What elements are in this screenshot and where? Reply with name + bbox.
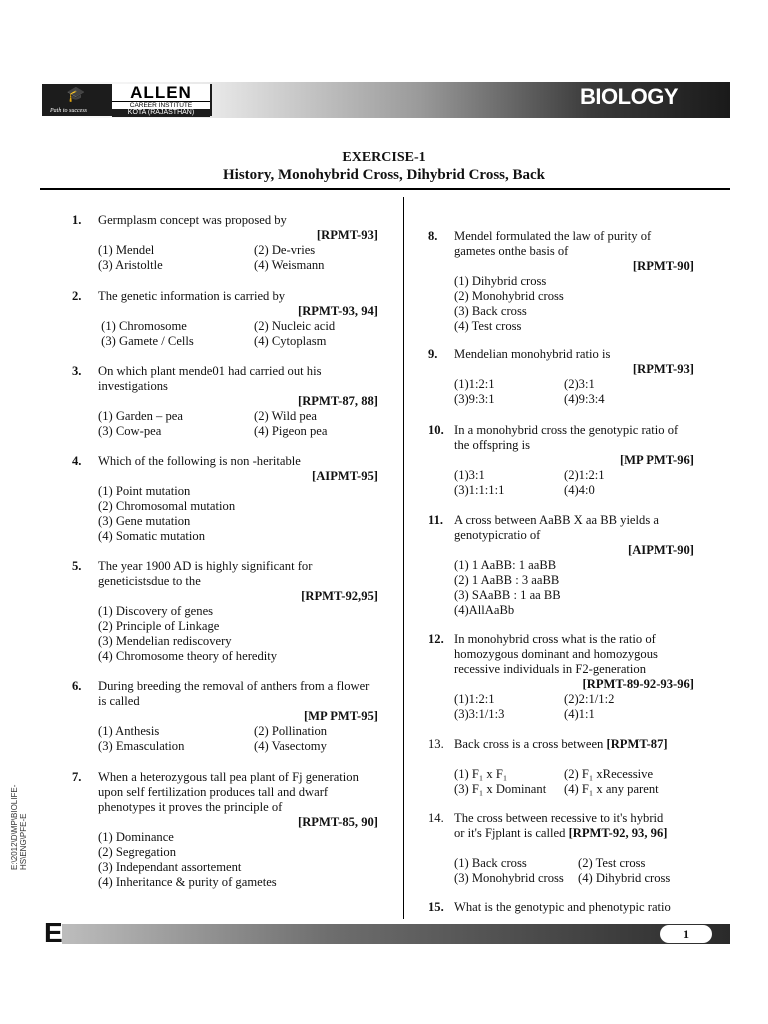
option: (1) Garden – pea <box>98 409 183 423</box>
option: (2)1:2:1 <box>564 468 605 482</box>
option: (4) Cytoplasm <box>254 334 327 348</box>
question-2 <box>72 289 378 364</box>
option: (1) Dihybrid cross <box>454 274 547 288</box>
question-5 <box>72 559 378 679</box>
question-ref: [MP PMT-95] <box>303 709 378 723</box>
question-text: The genetic information is carried by <box>98 289 286 303</box>
question-4 <box>72 454 378 559</box>
option: (4)9:3:4 <box>564 392 605 406</box>
question-8 <box>428 229 694 347</box>
page-number: 1 <box>660 925 712 943</box>
option: (2) Nucleic acid <box>254 319 336 333</box>
question-3 <box>72 364 378 454</box>
question-text: In a monohybrid cross the genotypic ratio of the offspring is <box>454 423 679 452</box>
option: (2) Principle of Linkage <box>98 619 220 633</box>
question-ref: [RPMT-87] <box>606 737 668 751</box>
title-rule <box>40 188 730 190</box>
option: (2)3:1 <box>564 377 595 391</box>
question-number: 15. <box>428 900 444 914</box>
question-number: 12. <box>428 632 444 646</box>
question-6 <box>72 679 378 770</box>
option: (4) Dihybrid cross <box>578 871 671 885</box>
question-number: 8. <box>428 229 438 243</box>
option: (1) 1 AaBB: 1 aaBB <box>454 558 557 572</box>
question-text-line2 <box>454 826 694 841</box>
option: (2)2:1/1:2 <box>564 692 615 706</box>
question-number: 11. <box>428 513 444 527</box>
footer-bar <box>62 924 730 944</box>
option: (3) F₁ x Dominant <box>454 782 547 796</box>
question-number: 1. <box>72 213 82 227</box>
right-column <box>428 229 694 915</box>
option: (3) Gene mutation <box>98 514 191 528</box>
question-text: Germplasm concept was proposed by <box>98 213 287 227</box>
question-number: 10. <box>428 423 444 437</box>
question-text: On which plant mende01 had carried out his investigations <box>98 364 322 393</box>
question-number: 13. <box>428 737 444 751</box>
question-ref: [MP PMT-96] <box>619 453 694 467</box>
option: (4)1:1 <box>564 707 595 721</box>
question-number: 14. <box>428 811 444 825</box>
option: (3) Back cross <box>454 304 527 318</box>
option: (2) De-vries <box>254 243 316 257</box>
option: (1) Mendel <box>98 243 155 257</box>
question-7 <box>72 770 378 890</box>
question-ref: [RPMT-92, 93, 96] <box>568 826 668 840</box>
option: (3) Emasculation <box>98 739 185 753</box>
option: (4) Weismann <box>254 258 325 272</box>
question-ref: [AIPMT-95] <box>312 469 378 483</box>
question-ref: [RPMT-90] <box>632 259 694 273</box>
brand-name: ALLEN <box>130 83 192 102</box>
question-text: What is the genotypic and phenotypic ratio <box>454 900 671 914</box>
question-text: In monohybrid cross what is the ratio of homozygous dominant and homozygous recessive individuals in F2-generation <box>454 632 658 676</box>
question-14 <box>428 811 694 900</box>
option: (1) Anthesis <box>98 724 160 738</box>
option: (3)3:1/1:3 <box>454 707 505 721</box>
question-number: 3. <box>72 364 82 378</box>
option: (4) Vasectomy <box>254 739 327 753</box>
option: (2) Wild pea <box>254 409 317 423</box>
left-column <box>72 213 378 890</box>
question-ref: [RPMT-93, 94] <box>298 304 378 318</box>
exercise-title: EXERCISE-1 <box>342 150 426 165</box>
option: (2) Segregation <box>98 845 176 859</box>
option: (2) Chromosomal mutation <box>98 499 236 513</box>
question-text: Mendel formulated the law of purity of gametes onthe basis of <box>454 229 652 258</box>
option: (3) Mendelian rediscovery <box>98 634 232 648</box>
option: (1) Discovery of genes <box>98 604 214 618</box>
question-text: A cross between AaBB X aa BB yields a genotypicratio of <box>454 513 659 542</box>
option: (3)9:3:1 <box>454 392 495 406</box>
question-ref: [RPMT-93] <box>316 228 378 242</box>
exercise-subtitle: History, Monohybrid Cross, Dihybrid Cross, Back <box>223 167 545 183</box>
option: (4) F₁ x any parent <box>564 782 659 796</box>
question-text: Which of the following is non -heritable <box>98 454 301 468</box>
question-ref: [RPMT-89-92-93-96] <box>582 677 694 691</box>
question-number: 6. <box>72 679 82 693</box>
question-text-main: or it's Fjplant is called <box>454 826 566 840</box>
option: (2) 1 AaBB : 3 aaBB <box>454 573 560 587</box>
question-9 <box>428 347 694 423</box>
question-ref: [RPMT-93] <box>632 362 694 376</box>
option: (4) Pigeon pea <box>254 424 328 438</box>
option: (2) Monohybrid cross <box>454 289 564 303</box>
question-text-line1: The cross between recessive to it's hybrid <box>454 811 664 825</box>
option: (1) Point mutation <box>98 484 191 498</box>
option: (3) Monohybrid cross <box>454 871 564 885</box>
question-number: 7. <box>72 770 82 784</box>
option: (3)1:1:1:1 <box>454 483 505 497</box>
side-file-code: E:\2012\D\MP\BIOLIFE-HS\ENG\PFE-E <box>10 784 28 870</box>
option: (1) Chromosome <box>98 319 187 333</box>
question-ref: [AIPMT-90] <box>628 543 694 557</box>
option: (4) Inheritance & purity of gametes <box>98 875 277 889</box>
option: (1)1:2:1 <box>454 692 495 706</box>
question-number: 4. <box>72 454 82 468</box>
column-divider <box>403 197 404 919</box>
option: (4)4:0 <box>564 483 595 497</box>
option: (4) Somatic mutation <box>98 529 206 543</box>
question-text: The year 1900 AD is highly significant for geneticistsdue to the <box>98 559 313 588</box>
question-text <box>454 737 694 752</box>
option: (3) Independant assortement <box>98 860 242 874</box>
option: (1)3:1 <box>454 468 485 482</box>
option: (1) Back cross <box>454 856 527 870</box>
option: (4) Test cross <box>454 319 522 333</box>
option: (2) Test cross <box>578 856 646 870</box>
option: (3) SAaBB : 1 aa BB <box>454 588 561 602</box>
brand-sub: CAREER INSTITUTE <box>112 101 210 109</box>
option: (4)AllAaBb <box>454 603 515 617</box>
option: (3) Aristoltle <box>98 258 163 272</box>
option: (1) F₁ x F₁ <box>454 767 508 781</box>
option: (2) F₁ xRecessive <box>564 767 654 781</box>
question-11 <box>428 513 694 632</box>
question-text: During breeding the removal of anthers from a flower is called <box>98 679 370 708</box>
question-number: 2. <box>72 289 82 303</box>
logo-brand <box>112 84 210 116</box>
question-text-main: Back cross is a cross between <box>454 737 604 751</box>
question-number: 9. <box>428 347 438 361</box>
option: (4) Chromosome theory of heredity <box>98 649 278 663</box>
question-10 <box>428 423 694 513</box>
question-text: When a heterozygous tall pea plant of Fj generation upon self fertilization produces tall and dwarf phenotypes it proves the principle of <box>98 770 359 814</box>
question-text: Mendelian monohybrid ratio is <box>454 347 611 361</box>
question-ref: [RPMT-92,95] <box>301 589 378 603</box>
option: (2) Pollination <box>254 724 328 738</box>
graduation-cap-icon: 🎓 <box>66 87 86 103</box>
subject-title: BIOLOGY <box>580 84 678 109</box>
question-number: 5. <box>72 559 82 573</box>
option: (3) Cow-pea <box>98 424 162 438</box>
footer-letter: E <box>44 917 63 948</box>
question-ref: [RPMT-85, 90] <box>298 815 378 829</box>
option: (3) Gamete / Cells <box>98 334 194 348</box>
allen-logo <box>42 84 212 116</box>
option: (1)1:2:1 <box>454 377 495 391</box>
option: (1) Dominance <box>98 830 174 844</box>
question-13 <box>428 737 694 811</box>
question-1 <box>72 213 378 289</box>
question-ref: [RPMT-87, 88] <box>298 394 378 408</box>
logo-tagline: Path to success <box>50 108 87 114</box>
question-12 <box>428 632 694 737</box>
question-15 <box>428 900 694 915</box>
brand-location: KOTA (RAJASTHAN) <box>112 109 210 117</box>
